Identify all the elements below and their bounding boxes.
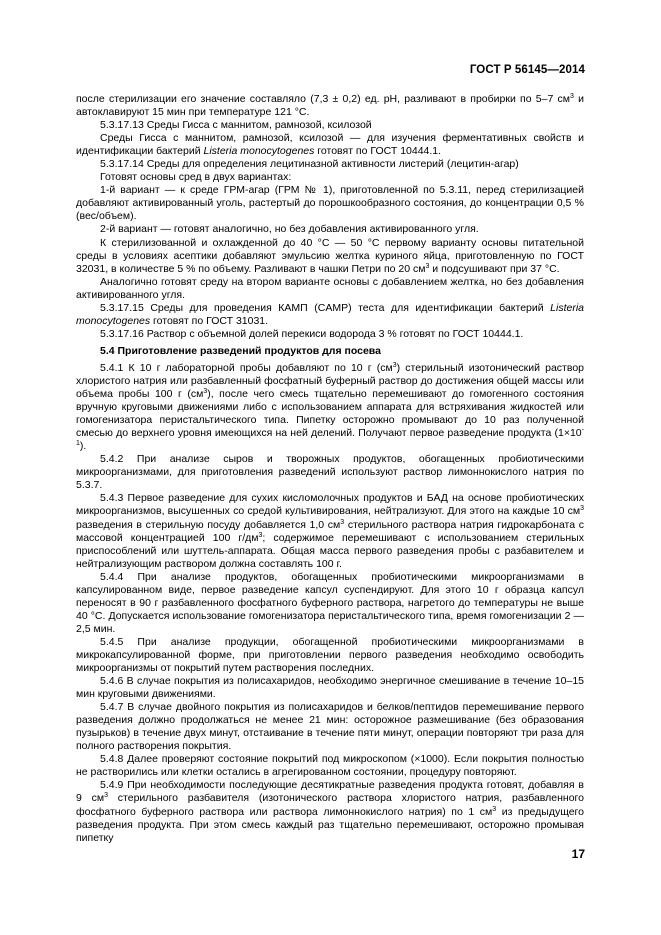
page-number: 17 [571, 847, 585, 861]
paragraph: 5.4.8 Далее проверяют состояние покрытий под микроскопом (×1000). Если покрытия полностью не растворились или клетки остались в агрегированном состоянии, процедуру повторяют. [76, 753, 584, 779]
clause-heading: 5.3.17.14 Среды для определения лецитиназной активности листерий (лецитин-агар) [100, 158, 519, 171]
paragraph: 5.3.17.16 Раствор с объемной долей перекиси водорода 3 % готовят по ГОСТ 10444.1. [100, 327, 524, 340]
paragraph: 5.4.1 К 10 г лабораторной пробы добавляют по 10 г $(см^3)$ стерильный изотонический раствор хлористого натрия или разбавленный фосфатный буферный раствор до достижения общей массы или объема пробы 100 г $(см^3)$, после чего смесь тщательно перемешивают до гомогенного состояния вручную круговыми движениями либо с использованием аппарата для встряхивания жидкостей или гомогенизатора перистальтического типа. Пипетку осторожно промывают до 10 раз полученной смесью до верхнего уровня имеющихся на ней делений. Получают первое разведение продукта $(1\times 10^{-1})$. [76, 361, 585, 453]
paragraph: 5.4.5 При анализе продукции, обогащенной пробиотическими микроорганизмами в микрокапсулированной форме, при приготовлении первого разведения необходимо освободить микроорганизмы от покрытий путем растворения последних. [76, 635, 584, 675]
paragraph: 1-й вариант — к среде ГРМ-агар (ГРМ № 1), приготовленной по 5.3.11, перед стерилизацией добавляют активированный уголь, растертый до порошкообразного состояния, до концентрации 0,5 % (вес/объем). [76, 184, 584, 223]
paragraph: 5.4.3 Первое разведение для сухих кисломолочных продуктов и БАД на основе пробиотических микроорганизмов, высушенных со средой культивирования, нейтрализуют. Для этого на каждые 10 $см^3$ разведения в стерильную посуду добавляется 1,0 $см^3$ стерильного раствора натрия гидрокарбоната с массовой концентрацией 100 $г/дм^3$; содержимое перемешивают с использованием стерильных приспособлений или шуттель-аппарата. Общая масса первого разведения пробы с разбавителем и нейтрализующим раствором должна составлять 100 г. [76, 492, 584, 570]
document-header: ГОСТ Р 56145—2014 [469, 64, 585, 76]
paragraph: после стерилизации его значение составляло (7,3 ± 0,2) ед. pH, разливают в пробирки по 5–7 $см^3$ и автоклавируют 15 мин при температуре 121 °С. [76, 93, 584, 119]
paragraph: 5.4.6 В случае покрытия из полисахаридов, необходимо энергичное смешивание в течение 10–15 мин круговыми движениями. [76, 675, 584, 701]
paragraph: 5.4.7 В случае двойного покрытия из полисахаридов и белков/пептидов перемешивание первого разведения должно продолжаться не менее 21 мин: осторожное размешивание (без образования пузырьков) в течение двух минут, отстаивание в течение пяти минут, операции повторяют три раза для полного растворения покрытия. [76, 701, 584, 753]
paragraph: 5.4.9 При необходимости последующие десятикратные разведения продукта готовят, добавляя в 9 $см^3$ стерильного разбавителя (изотонического раствора хлористого натрия, разбавленного фосфатного буферного раствора или раствора лимоннокислого натрия) по 1 $см^3$ из предыдущего разведения продукта. При этом смесь каждый раз тщательно перемешивают, осторожно промывая пипетку [76, 779, 584, 844]
paragraph: 5.3.17.15 Среды для проведения КАМП (CAMP) теста для идентификации бактерий Listeria monocytogenes готовят по ГОСТ 31031. [76, 301, 584, 327]
clause-heading: 5.3.17.13 Среды Гисса с маннитом, рамнозой, ксилозой [100, 119, 372, 132]
paragraph: К стерилизованной и охлажденной до 40 °С — 50 °С первому варианту основы питательной среды в условиях асептики добавляют эмульсию желтка куриного яйца, приготовленную по ГОСТ 32031, в количестве 5 % по объему. Разливают в чашки Петри по 20 $см^3$ и подсушивают при 37 °С. [76, 236, 584, 275]
paragraph: Готовят основы сред в двух вариантах: [100, 171, 292, 184]
paragraph: 2-й вариант — готовят аналогично, но без добавления активированного угля. [100, 223, 479, 236]
paragraph: Среды Гисса с маннитом, рамнозой, ксилозой — для изучения ферментативных свойств и идентификации бактерий Listeria monocytogenes готовят по ГОСТ 10444.1. [76, 132, 584, 158]
document-body [76, 93, 584, 845]
section-title: 5.4 Приготовление разведений продуктов для посева [100, 344, 381, 357]
paragraph: Аналогично готовят среду на втором варианте основы с добавлением желтка, но без добавления активированного угля. [76, 275, 584, 301]
paragraph: 5.4.4 При анализе продуктов, обогащенных пробиотическими микроорганизмами в капсулированном виде, первое разведение капсул суспендируют. Для этого 10 г образца капсул переносят в 90 г разбавленного фосфатного буферного раствора, нагретого до температуры не выше 40 °С. Допускается использование гомогенизатора перистальтического типа, время гомогенизации 2 — 2,5 мин. [76, 570, 584, 635]
paragraph: 5.4.2 При анализе сыров и творожных продуктов, обогащенных пробиотическими микроорганизмами, для приготовления разведений используют раствор лимоннокислого натрия по 5.3.7. [76, 453, 584, 492]
